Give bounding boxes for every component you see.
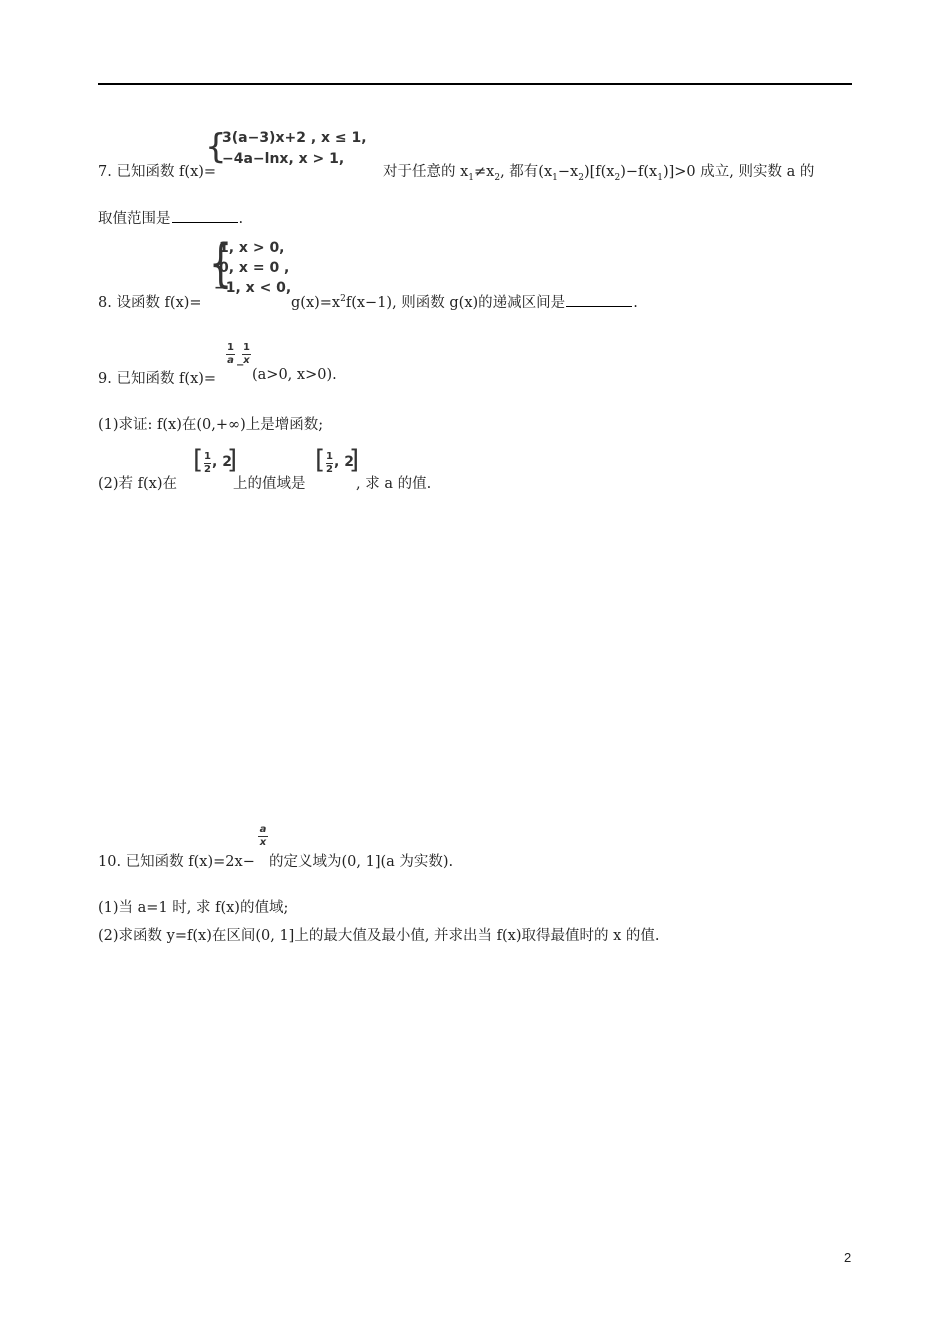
p7-condition: 对于任意的 $x_1\ne x_2$, 都有$(x_1-x_2)[f(x_2)-f(x_1)]>0$ 成立, 则实数 a 的: [383, 164, 815, 183]
p9-frac-2: 1 x: [243, 342, 250, 366]
p9-suffix: (a>0, x>0).: [252, 367, 337, 383]
p8-case-2: 0, x = 0 ,: [219, 260, 290, 276]
p7-line-2: 取值范围是 .: [98, 211, 244, 227]
p9-part-2c: , 求 a 的值.: [356, 476, 432, 492]
answer-blank[interactable]: [172, 221, 238, 223]
p10-frac: a x: [259, 824, 267, 848]
p9-interval-1: [ 1 2 , 2 ]: [193, 445, 238, 475]
p8-g-def: $g(x)=x^2f(x-1)$, 则函数 g(x)的递减区间是 .: [291, 294, 638, 311]
p8-case-1: 1, x > 0,: [219, 240, 285, 256]
p9-part-2a: (2)若 f(x)在: [98, 476, 178, 492]
p7-line-1: [98, 160, 216, 181]
p10-part-1: (1)当 a=1 时, 求 f(x)的值域;: [98, 900, 289, 916]
p7-prefix: 7. 已知函数 f(x)=: [98, 164, 217, 180]
p9-interval-2: [ 1 2 , 2 ]: [315, 445, 360, 475]
p8-line: 8. 设函数 f(x)=: [98, 295, 202, 311]
header-rule: [98, 83, 852, 85]
brace-icon: {: [208, 234, 233, 294]
p8-case-3: −1, x < 0,: [214, 280, 292, 296]
page-number: 2: [844, 1250, 852, 1265]
brace-icon: {: [205, 127, 227, 167]
p9-part-1: (1)求证: f(x)在(0,+∞)上是增函数;: [98, 417, 324, 433]
p10-line: 10. 已知函数 f(x)=2x−: [98, 854, 255, 870]
p9-frac-1: 1 a: [227, 342, 234, 366]
p7-case-1: 3(a−3)x+2 , x ≤ 1,: [222, 130, 367, 146]
p7-case-2: −4a−lnx, x > 1,: [222, 151, 345, 167]
p9-line: 9. 已知函数 f(x)=: [98, 371, 217, 387]
p9-part-2b: 上的值域是: [233, 476, 306, 492]
answer-blank[interactable]: [566, 305, 632, 307]
p10-suffix: 的定义域为(0, 1](a 为实数).: [269, 854, 454, 870]
p10-part-2: (2)求函数 y=f(x)在区间(0, 1]上的最大值及最小值, 并求出当 f(x)取得最值时的 x 的值.: [98, 928, 660, 944]
